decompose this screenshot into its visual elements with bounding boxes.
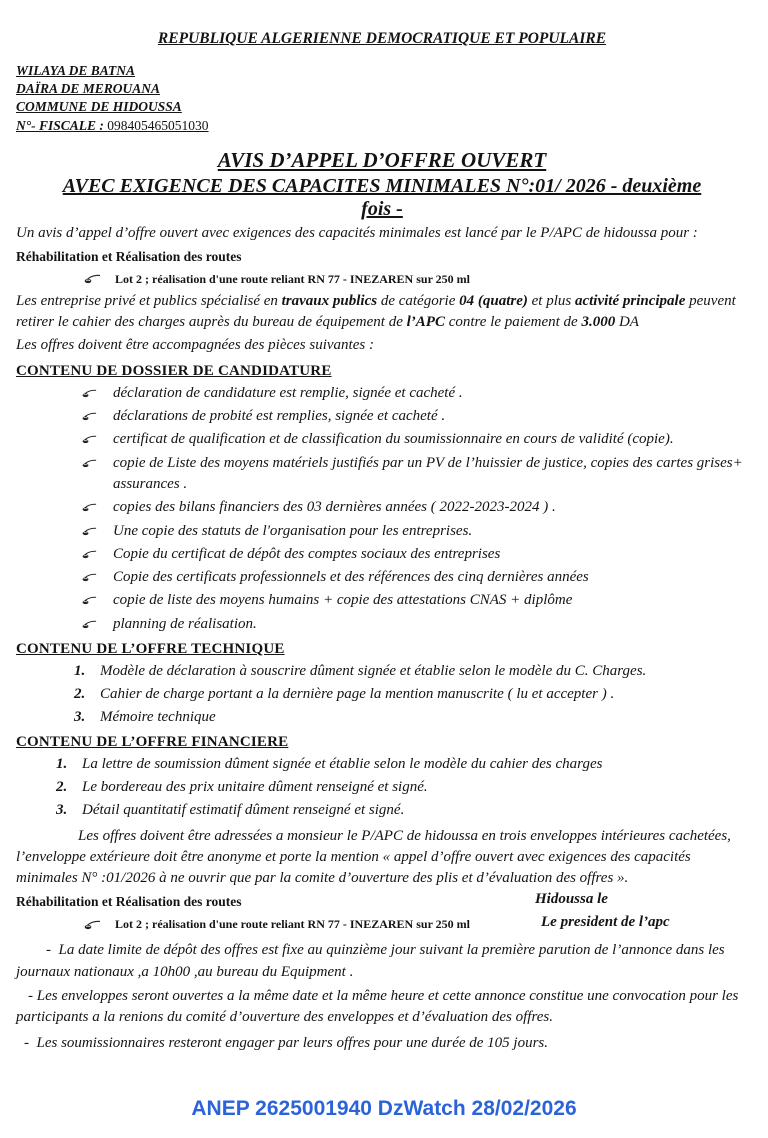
list-item <box>82 521 748 542</box>
notice-title-line2: AVEC EXIGENCE DES CAPACITES MINIMALES N°:01/ 2026 - deuxième fois - <box>62 174 702 220</box>
financiere-list <box>16 754 748 821</box>
list-item-text: planning de réalisation. <box>113 615 257 632</box>
lot-line <box>84 272 748 287</box>
swoosh-bullet-icon <box>82 459 97 468</box>
list-item-text: certificat de qualification et de classification du soumissionnaire en cours de validité (copie). <box>113 431 674 448</box>
list-item: Mémoire technique <box>100 708 216 725</box>
signature-title: Le president de l’apc <box>541 913 670 930</box>
list-item: La lettre de soumission dûment signée et établie selon le modèle du cahier des charges <box>82 756 603 773</box>
swoosh-bullet-icon <box>82 550 97 559</box>
swoosh-bullet-icon <box>84 274 101 284</box>
list-item <box>82 383 748 404</box>
list-item: Le bordereau des prix unitaire dûment renseigné et signé. <box>82 779 428 795</box>
section-heading-technique: CONTENU DE L’OFFRE TECHNIQUE <box>16 641 285 657</box>
list-item <box>82 614 748 635</box>
eligibility-bold: 3.000 <box>581 314 616 331</box>
fiscal-label: N°- FISCALE : <box>16 117 104 133</box>
list-item <box>82 567 748 588</box>
fiscal-number: 098405465051030 <box>107 117 209 133</box>
daira-line: DAÏRA DE MEROUANA <box>16 81 161 97</box>
eligibility-bold: activité principale <box>574 292 686 309</box>
list-item-text: Une copie des statuts de l'organisation pour les entreprises. <box>113 522 473 539</box>
swoosh-bullet-icon <box>82 503 97 512</box>
anep-footer-note: ANEP 2625001940 DzWatch 28/02/2026 <box>191 1097 577 1120</box>
issuer-block <box>16 62 748 136</box>
candidature-list <box>16 383 748 635</box>
swoosh-bullet-icon <box>82 389 97 398</box>
dash-marker: - <box>24 1034 29 1051</box>
condition-text: Les enveloppes seront ouvertes a la même date et la même heure et cette annonce constitue une convocation pour les participants a la renions du comité d’ouverture des enveloppes et d’évaluation des offres. <box>16 987 739 1026</box>
project-line: Réhabilitation et Réalisation des routes <box>16 894 242 910</box>
signature-place: Hidoussa le <box>535 891 608 907</box>
republic-title: REPUBLIQUE ALGERIENNE DEMOCRATIQUE ET POPULAIRE <box>157 30 607 47</box>
fiscal-line <box>16 117 748 136</box>
condition-item <box>16 1033 744 1054</box>
section-heading-candidature: CONTENU DE DOSSIER DE CANDIDATURE <box>16 362 332 379</box>
condition-text: Les soumissionnaires resteront engager par leurs offres pour une durée de 105 jours. <box>36 1034 549 1051</box>
intro-paragraph: Un avis d’appel d’offre ouvert avec exigences des capacités minimales est lancé par le P/APC de hidoussa pour : <box>16 224 698 241</box>
eligibility-bold: l’APC <box>406 314 445 331</box>
list-item <box>82 429 748 450</box>
list-item <box>82 544 748 565</box>
swoosh-bullet-icon <box>84 920 101 930</box>
dash-marker: - <box>46 942 51 959</box>
eligibility-paragraph <box>16 291 744 334</box>
section-heading-financiere: CONTENU DE L’OFFRE FINANCIERE <box>16 734 289 751</box>
list-item-text: copie de liste des moyens humains + copie des attestations CNAS + diplôme <box>113 592 573 609</box>
eligibility-bold: 04 (quatre) <box>459 292 528 309</box>
swoosh-bullet-icon <box>82 435 97 444</box>
list-item-text: Copie du certificat de dépôt des comptes sociaux des entreprises <box>113 545 501 562</box>
list-item <box>82 590 748 611</box>
list-item: Modèle de déclaration à souscrire dûment signée et établie selon le modèle du C. Charges. <box>100 663 647 679</box>
eligibility-text: peuvent retirer le cahier des charges auprès du bureau de équipement de <box>16 292 736 331</box>
eligibility-text: de catégorie <box>377 292 460 309</box>
eligibility-text: Les entreprise privé et publics spécialisé en <box>16 292 282 309</box>
commune-line: COMMUNE DE HIDOUSSA <box>16 99 182 115</box>
notice-title-line1: AVIS D’APPEL D’OFFRE OUVERT <box>217 147 547 172</box>
lot-text: Lot 2 ; réalisation d'une route reliant RN 77 - INEZAREN sur 250 ml <box>115 917 471 932</box>
eligibility-text: contre le paiement de <box>444 314 582 331</box>
list-item-text: déclarations de probité est remplies, signée et cacheté . <box>113 408 446 425</box>
submission-paragraph: Les offres doivent être adressées a monsieur le P/APC de hidoussa en trois enveloppes intérieures cachetées, l’enveloppe extérieure doit être anonyme et porte la mention « appel d’offre ouvert avec exigences des capacités minimales N° :01/2026 à ne ouvrir que par la comite d’ouverture des plis et d’évaluation des offres ». <box>16 827 731 887</box>
notice-title <box>56 148 708 221</box>
list-item <box>82 497 748 518</box>
lot-text: Lot 2 ; réalisation d'une route reliant RN 77 - INEZAREN sur 250 ml <box>115 271 471 286</box>
swoosh-bullet-icon <box>82 412 97 421</box>
list-item: Détail quantitatif estimatif dûment renseigné et signé. <box>82 801 405 818</box>
eligibility-text: DA <box>615 314 639 331</box>
wilaya-line: WILAYA DE BATNA <box>16 63 136 78</box>
list-item-text: copie de Liste des moyens matériels justifiés par un PV de l’huissier de justice, copies des cartes grises+ assurances . <box>113 454 743 492</box>
condition-text: La date limite de dépôt des offres est fixe au quinzième jour suivant la première parution de l’annonce dans les journaux nationaux ,a 10h00 ,au bureau du Equipment . <box>16 942 725 980</box>
list-item <box>82 453 748 496</box>
swoosh-bullet-icon <box>82 527 97 536</box>
pieces-intro: Les offres doivent être accompagnées des pièces suivantes : <box>16 337 374 354</box>
list-item <box>82 406 748 427</box>
list-item: Cahier de charge portant a la dernière page la mention manuscrite ( lu et accepter ) . <box>100 685 615 702</box>
swoosh-bullet-icon <box>82 573 97 582</box>
project-line: Réhabilitation et Réalisation des routes <box>16 248 242 264</box>
eligibility-text: et plus <box>527 292 575 309</box>
list-item-text: Copie des certificats professionnels et des références des cinq dernières années <box>113 569 589 586</box>
list-item-text: copies des bilans financiers des 03 dernières années ( 2022-2023-2024 ) . <box>113 499 556 516</box>
swoosh-bullet-icon <box>82 620 97 629</box>
list-item-text: déclaration de candidature est remplie, signée et cacheté . <box>113 384 463 401</box>
dash-marker: - <box>28 987 33 1004</box>
swoosh-bullet-icon <box>82 596 97 605</box>
technique-list <box>16 661 748 728</box>
signature-block <box>535 888 670 933</box>
condition-item <box>16 986 744 1029</box>
condition-item <box>16 940 744 983</box>
eligibility-bold: travaux publics <box>281 292 378 309</box>
